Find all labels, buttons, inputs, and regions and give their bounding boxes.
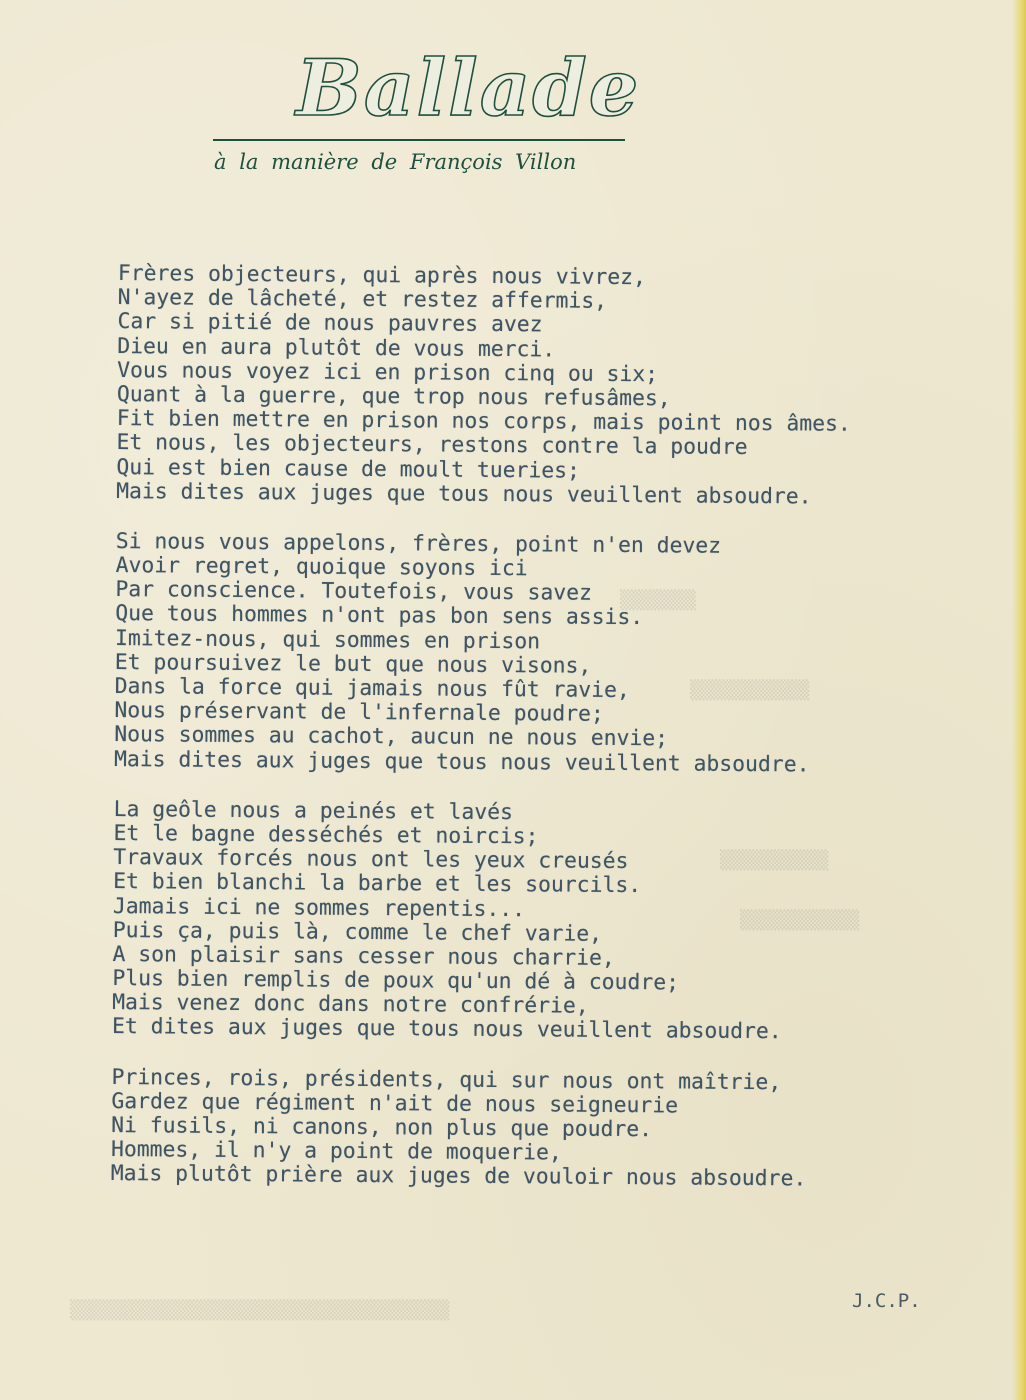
poem-line: Car si pitié de nous pauvres avez <box>117 309 543 338</box>
poem-line: Nous sommes au cachot, aucun ne nous envie; <box>114 722 669 752</box>
show-through-texture: ▒▒▒▒▒▒▒ <box>620 590 696 611</box>
poem-line: Gardez que régiment n'ait de nous seigneurie <box>111 1088 679 1119</box>
poem-line: Et dites aux juges que tous nous veuillent absoudre. <box>111 1014 782 1045</box>
poem-line: Nous préservant de l'infernale poudre; <box>114 698 604 728</box>
poem-line: Par conscience. Toutefois, vous savez <box>115 577 593 606</box>
stanza-2 <box>114 530 996 779</box>
poem-line: Quant à la guerre, que trop nous refusâmes, <box>116 381 671 412</box>
poem-body <box>111 262 998 1219</box>
show-through-texture: ▒▒▒▒▒▒▒▒▒▒▒ <box>740 910 860 931</box>
poem-line: Mais dites aux juges que tous nous veuillent absoudre. <box>116 478 812 510</box>
show-through-texture: ▒▒▒▒▒▒▒▒▒▒▒ <box>690 680 810 701</box>
poem-line: N'ayez de lâcheté, et restez affermis, <box>117 285 608 315</box>
stanza-3 <box>112 798 994 1047</box>
poem-line: Qui est bien cause de moult tueries; <box>116 454 581 484</box>
poem-line: La geôle nous a peinés et lavés <box>113 796 514 825</box>
poem-line: Et poursuivez le but que nous visons, <box>114 649 592 679</box>
poem-line: Et le bagne desséchés et noircis; <box>113 820 539 850</box>
poem-line: Et nous, les objecteurs, restons contre la poudre <box>116 430 748 461</box>
paper-edge <box>1012 0 1026 1400</box>
poem-line: Dans la force qui jamais nous fût ravie, <box>114 673 630 704</box>
poem-line: Princes, rois, présidents, qui sur nous ont maîtrie, <box>111 1064 782 1095</box>
poem-line: Imitez-nous, qui sommes en prison <box>114 625 541 654</box>
document-subtitle: à la manière de François Villon <box>214 150 577 174</box>
poem-line: A son plaisir sans cesser nous charrie, <box>112 941 615 971</box>
poem-line: Fit bien mettre en prison nos corps, mais point nos âmes. <box>116 406 851 437</box>
poem-line: Ni fusils, ni canons, non plus que poudre. <box>111 1112 653 1143</box>
poem-line: Hommes, il n'y a point de moquerie, <box>110 1137 562 1166</box>
poem-line: Plus bien remplis de poux qu'un dé à coudre; <box>112 966 680 996</box>
poem-line: Et bien blanchi la barbe et les sourcils. <box>113 869 642 899</box>
title-underline <box>213 139 625 141</box>
show-through-texture: ▒▒▒▒▒▒▒▒▒▒▒▒▒▒▒▒▒▒▒▒▒▒▒▒▒▒▒▒▒▒▒▒▒▒▒ <box>70 1300 450 1321</box>
show-through-texture: ▒▒▒▒▒▒▒▒▒▒ <box>720 850 829 871</box>
poem-line: Frères objecteurs, qui après nous vivrez, <box>117 261 647 291</box>
poem-line: Vous nous voyez ici en prison cinq ou six; <box>117 357 659 387</box>
poem-line: Travaux forcés nous ont les yeux creusés <box>113 845 629 875</box>
stanza-1 <box>116 262 998 511</box>
poem-line: Jamais ici ne sommes repentis... <box>112 893 526 922</box>
poem-line: Si nous vous appelons, frères, point n'en devez <box>115 528 722 559</box>
document-title: Ballade <box>296 43 641 134</box>
poem-line: Mais plutôt prière aux juges de vouloir nous absoudre. <box>110 1161 807 1192</box>
poem-line: Dieu en aura plutôt de vous merci. <box>117 333 556 362</box>
poem-line: Avoir regret, quoique soyons ici <box>115 553 528 582</box>
stanza-envoi <box>111 1066 992 1194</box>
poem-line: Que tous hommes n'ont pas bon sens assis. <box>115 601 644 631</box>
poem-line: Puis ça, puis là, comme le chef varie, <box>112 917 603 947</box>
poem-line: Mais dites aux juges que tous nous veuillent absoudre. <box>113 746 810 778</box>
author-signature: J.C.P. <box>852 1290 921 1312</box>
poem-line: Mais venez donc dans notre confrérie, <box>112 990 589 1019</box>
